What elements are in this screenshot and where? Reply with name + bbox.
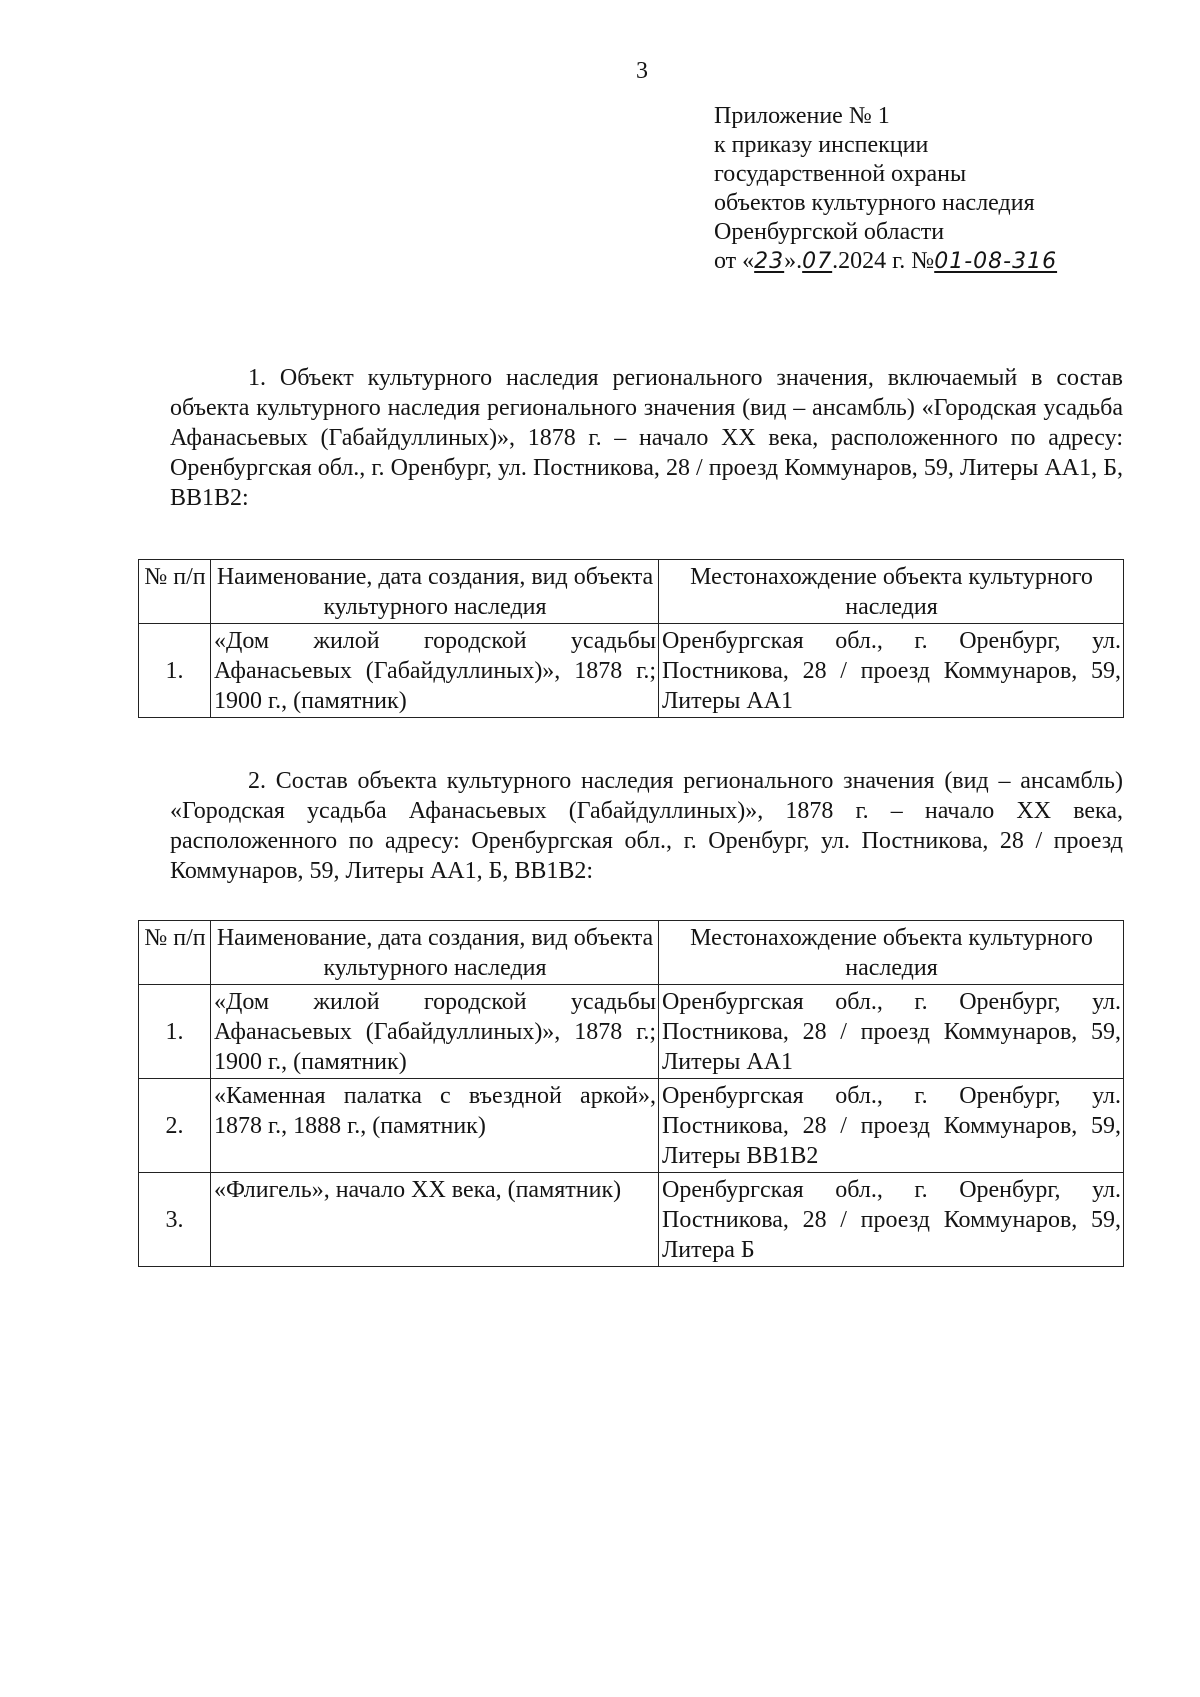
section-1-paragraph: 1. Объект культурного наследия регионального значения, включаемый в состав объекта культурного наследия регионального значения (вид – ансамбль) «Городская усадьба Афанасьевых (Габайдуллиных)», 1878 г. – начало XX века, расположенного по адресу: Оренбургская обл., г. Оренбург, ул. Постникова, 28 / проезд Коммунаров, 59, Литеры АА1, Б, ВВ1В2:: [170, 365, 1123, 511]
objects-table-1: [138, 559, 1124, 718]
header-name: Наименование, дата создания, вид объекта культурного наследия: [211, 560, 659, 624]
date-prefix: от «: [714, 248, 755, 274]
object-name: «Флигель», начало XX века, (памятник): [211, 1173, 659, 1267]
object-name: «Каменная палатка с въездной аркой», 1878 г., 1888 г., (памятник): [211, 1079, 659, 1173]
objects-table-2: [138, 920, 1124, 1267]
header-number: № п/п: [139, 560, 211, 624]
date-day-handwritten: 23: [754, 249, 785, 274]
row-number: 1.: [139, 985, 211, 1079]
header-location: Местонахождение объекта культурного наследия: [659, 921, 1124, 985]
appendix-line: Оренбургской области: [714, 219, 945, 245]
date-year: .2024 г. №: [832, 248, 935, 274]
appendix-line: государственной охраны: [714, 161, 967, 187]
header-location: Местонахождение объекта культурного наследия: [659, 560, 1124, 624]
object-location: Оренбургская обл., г. Оренбург, ул. Постникова, 28 / проезд Коммунаров, 59, Литеры АА1: [659, 624, 1124, 718]
row-number: 3.: [139, 1173, 211, 1267]
header-number: № п/п: [139, 921, 211, 985]
table-header-row: [139, 921, 1124, 985]
row-number: 2.: [139, 1079, 211, 1173]
object-name: «Дом жилой городской усадьбы Афанасьевых (Габайдуллиных)», 1878 г.; 1900 г., (памятник): [211, 624, 659, 718]
appendix-title: Приложение № 1: [714, 103, 890, 129]
appendix-line: к приказу инспекции: [714, 132, 929, 158]
table-row: [139, 1173, 1124, 1267]
order-number-handwritten: 01-08-316: [934, 249, 1058, 274]
date-month-handwritten: 07: [802, 249, 833, 274]
date-separator: ».: [784, 248, 803, 274]
table-header-row: [139, 560, 1124, 624]
object-name: «Дом жилой городской усадьбы Афанасьевых (Габайдуллиных)», 1878 г.; 1900 г., (памятник): [211, 985, 659, 1079]
order-date-line: [714, 247, 1057, 276]
table-row: [139, 624, 1124, 718]
object-location: Оренбургская обл., г. Оренбург, ул. Постникова, 28 / проезд Коммунаров, 59, Литера Б: [659, 1173, 1124, 1267]
header-name: Наименование, дата создания, вид объекта культурного наследия: [211, 921, 659, 985]
table-row: [139, 1079, 1124, 1173]
object-location: Оренбургская обл., г. Оренбург, ул. Постникова, 28 / проезд Коммунаров, 59, Литеры ВВ1В2: [659, 1079, 1124, 1173]
page-number: 3: [636, 58, 648, 84]
row-number: 1.: [139, 624, 211, 718]
section-2-paragraph: 2. Состав объекта культурного наследия регионального значения (вид – ансамбль) «Городская усадьба Афанасьевых (Габайдуллиных)», 1878 г. – начало XX века, расположенного по адресу: Оренбургская обл., г. Оренбург, ул. Постникова, 28 / проезд Коммунаров, 59, Литеры АА1, Б, ВВ1В2:: [170, 768, 1123, 884]
appendix-line: объектов культурного наследия: [714, 190, 1035, 216]
appendix-header: [714, 102, 1057, 276]
object-location: Оренбургская обл., г. Оренбург, ул. Постникова, 28 / проезд Коммунаров, 59, Литеры АА1: [659, 985, 1124, 1079]
table-row: [139, 985, 1124, 1079]
